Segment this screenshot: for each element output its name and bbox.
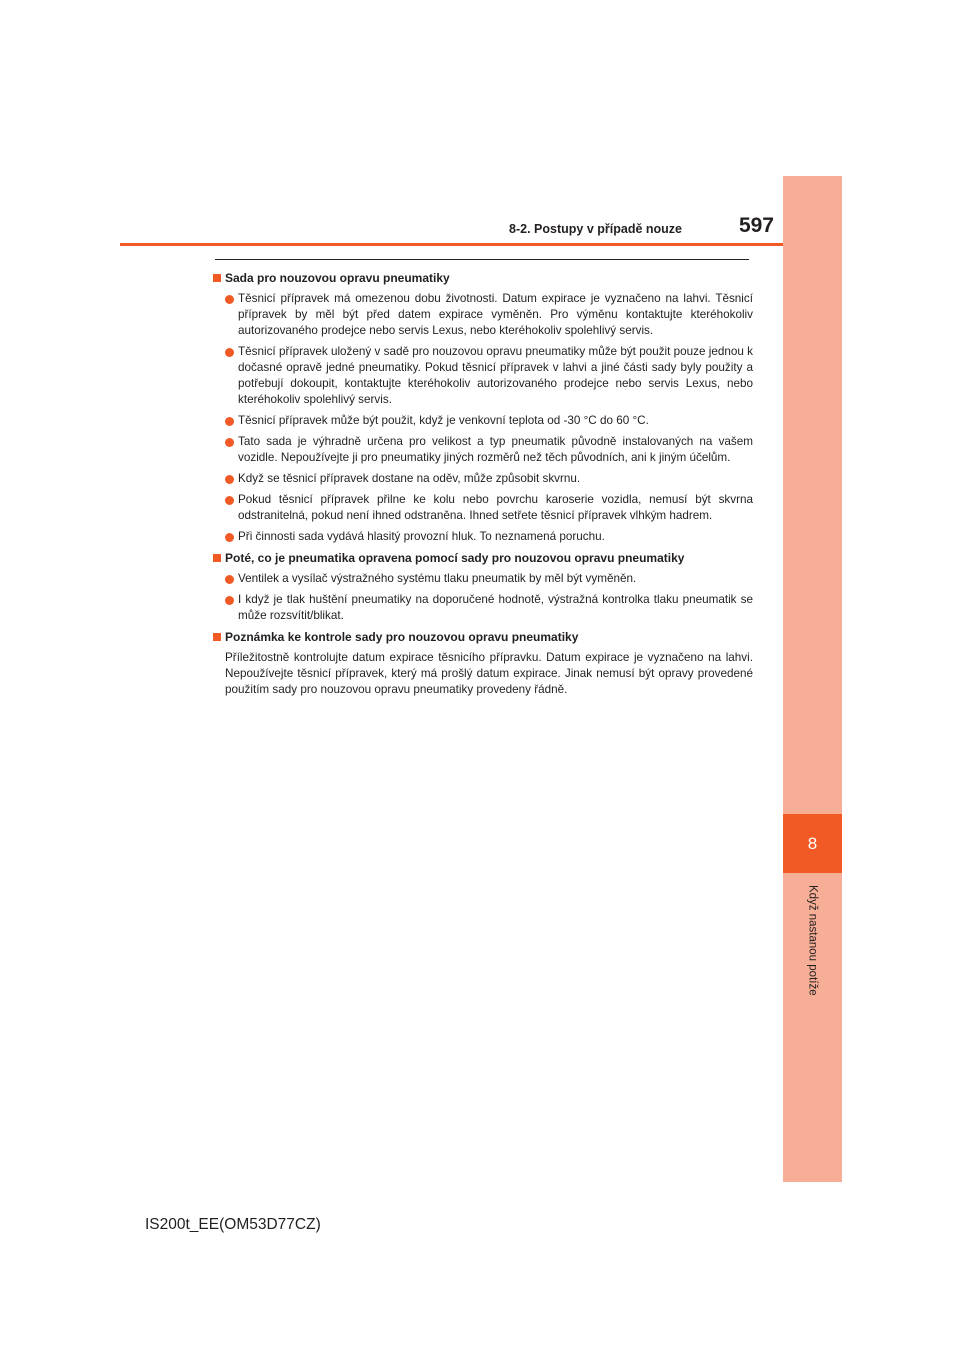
- circle-bullet-icon: [225, 348, 234, 357]
- list-item: [213, 291, 753, 339]
- list-item-text: Těsnicí přípravek může být použit, když je venkovní teplota od -30 °C do 60 °C.: [238, 414, 649, 427]
- page-number: 597: [738, 214, 774, 237]
- circle-bullet-icon: [225, 417, 234, 426]
- list-item-text: Těsnicí přípravek uložený v sadě pro nouzovou opravu pneumatiky může být použit pouze jednou k dočasné opravě jedné pneumatiky. Pokud těsnicí přípravek v lahvi a jiné části sady byly použity a potřebují dokoupit, kontaktujte kteréhokoliv autorizovaného prodejce nebo servis Lexus, nebo kteréhokoliv spolehlivý servis.: [238, 345, 753, 406]
- circle-bullet-icon: [225, 575, 234, 584]
- list-item: [213, 471, 753, 487]
- list-item-text: Když se těsnicí přípravek dostane na oděv, může způsobit skvrnu.: [238, 472, 581, 485]
- chapter-side-tab: [783, 176, 842, 1182]
- heading-text: Poté, co je pneumatika opravena pomocí sady pro nouzovou opravu pneumatiky: [225, 551, 685, 565]
- list-item-text: Těsnicí přípravek má omezenou dobu životnosti. Datum expirace je vyznačeno na lahvi. Těsnicí přípravek by měl být před datem expirace vyměněn. Pro výměnu kontaktujte kteréhokoliv autorizovaného prodejce nebo servis Lexus, nebo kteréhokoliv spolehlivý servis.: [238, 292, 753, 337]
- circle-bullet-icon: [225, 596, 234, 605]
- model-code-footer: IS200t_EE(OM53D77CZ): [145, 1216, 321, 1233]
- heading-text: Sada pro nouzovou opravu pneumatiky: [225, 271, 450, 285]
- paragraph: Příležitostně kontrolujte datum expirace těsnicího přípravku. Datum expirace je vyznačeno na lahvi. Nepoužívejte těsnicí přípravek, který má prošlý datum expirace. Jinak nemusí být opravy provedené použitím sady pro nouzovou opravu pneumatiky provedeny řádně.: [225, 651, 753, 696]
- section-heading: [213, 629, 753, 645]
- list-item: [213, 413, 753, 429]
- chapter-number: 8: [807, 833, 818, 853]
- circle-bullet-icon: [225, 438, 234, 447]
- square-bullet-icon: [213, 274, 221, 282]
- circle-bullet-icon: [225, 533, 234, 542]
- list-item-text: I když je tlak huštění pneumatiky na doporučené hodnotě, výstražná kontrolka tlaku pneumatik se může rozsvítit/blikat.: [238, 593, 753, 622]
- list-item-text: Při činnosti sada vydává hlasitý provozní hluk. To neznamená poruchu.: [238, 530, 605, 543]
- chapter-number-badge: [783, 814, 842, 873]
- header-rule: [120, 243, 783, 246]
- square-bullet-icon: [213, 633, 221, 641]
- list-item: [213, 571, 753, 587]
- circle-bullet-icon: [225, 295, 234, 304]
- page-content: [213, 270, 753, 698]
- list-item: [213, 344, 753, 408]
- list-item-text: Ventilek a vysílač výstražného systému tlaku pneumatik by měl být vyměněn.: [238, 572, 637, 585]
- list-item-text: Tato sada je výhradně určena pro velikost a typ pneumatik původně instalovaných na vašem vozidle. Nepoužívejte ji pro pneumatiky jiných rozměrů než těch původních, ani k jiným účelům.: [238, 435, 753, 464]
- list-item: [213, 434, 753, 466]
- chapter-title: Když nastanou potíže: [806, 884, 819, 996]
- section-title: 8-2. Postupy v případě nouze: [509, 222, 682, 236]
- chapter-title-container: [783, 885, 842, 995]
- list-item: [213, 492, 753, 524]
- list-item: [213, 529, 753, 545]
- heading-text: Poznámka ke kontrole sady pro nouzovou opravu pneumatiky: [225, 630, 579, 644]
- content-top-rule: [215, 259, 749, 260]
- square-bullet-icon: [213, 554, 221, 562]
- circle-bullet-icon: [225, 475, 234, 484]
- list-item-text: Pokud těsnicí přípravek přilne ke kolu nebo povrchu karoserie vozidla, nemusí být skvrna odstranitelná, pokud není ihned odstraněna. Ihned setřete těsnicí přípravek vlhkým hadrem.: [238, 493, 753, 522]
- section-heading: [213, 550, 753, 566]
- section-heading: [213, 270, 753, 286]
- circle-bullet-icon: [225, 496, 234, 505]
- list-item: [213, 592, 753, 624]
